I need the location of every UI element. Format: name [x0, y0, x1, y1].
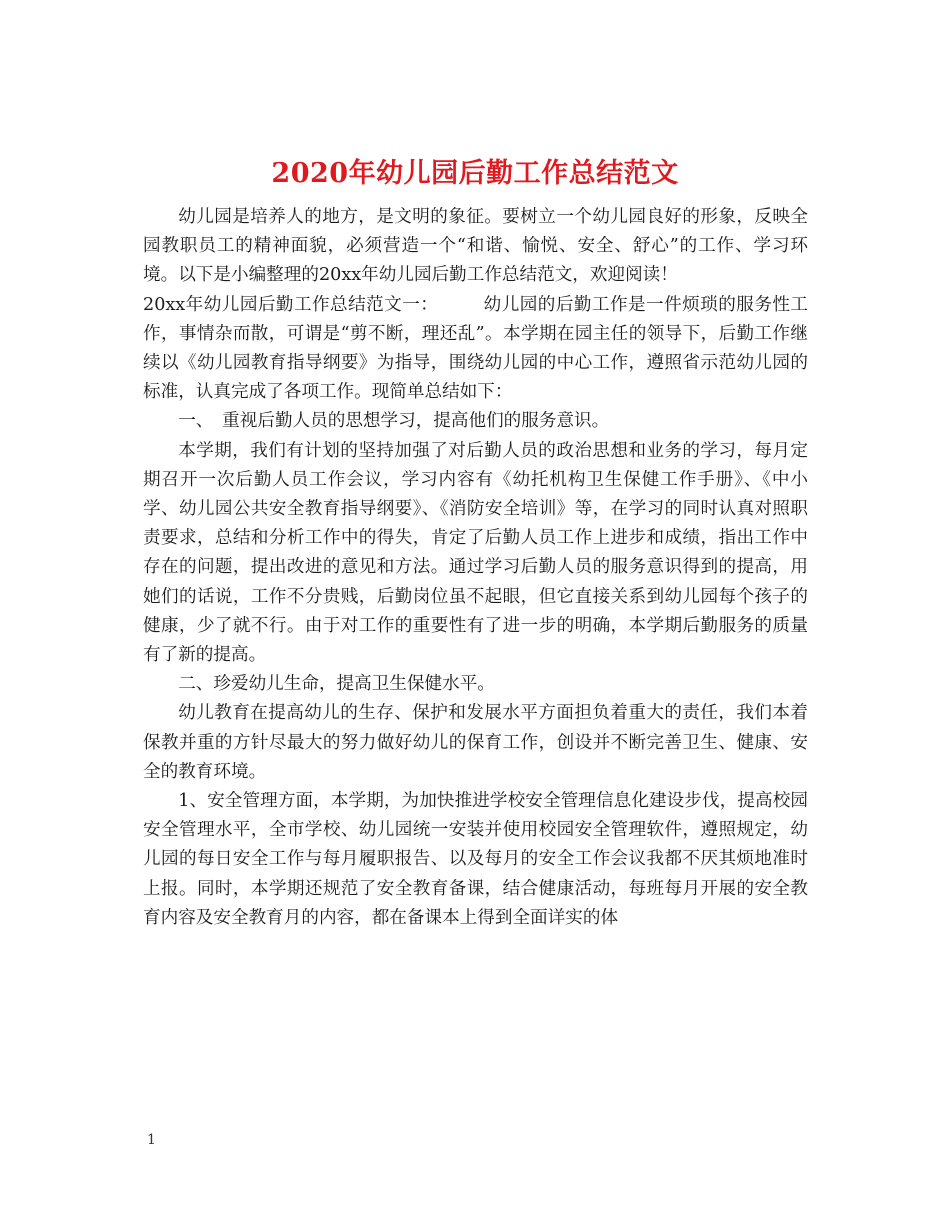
- intro-paragraph: 幼儿园是培养人的地方，是文明的象征。要树立一个幼儿园良好的形象，反映全园教职员工的精神面貌，必须营造一个“和谐、愉悦、安全、舒心”的工作、学习环境。以下是小编整理的20xx年幼儿园后勤工作总结范文，欢迎阅读！: [143, 207, 808, 286]
- summary-paragraph: 20xx年幼儿园后勤工作总结范文一： 幼儿园的后勤工作是一件烦琐的服务性工作，事情杂而散，可谓是“剪不断，理还乱”。本学期在园主任的领导下，后勤工作继续以《幼儿园教育指导纲要》为指导，围绕幼儿园的中心工作，遵照省示范幼儿园的标准，认真完成了各项工作。现简单总结如下：: [143, 294, 808, 403]
- section-heading-2: 二、珍爱幼儿生命，提高卫生保健水平。: [178, 674, 495, 695]
- body-paragraph: 幼儿教育在提高幼儿的生存、保护和发展水平方面担负着重大的责任，我们本着保教并重的方针尽最大的努力做好幼儿的保育工作，创设并不断完善卫生、健康、安全的教育环境。: [143, 703, 808, 782]
- document-body: [143, 203, 808, 933]
- body-paragraph: 本学期，我们有计划的坚持加强了对后勤人员的政治思想和业务的学习，每月定期召开一次后勤人员工作会议，学习内容有《幼托机构卫生保健工作手册》、《中小学、幼儿园公共安全教育指导纲要》、《消防安全培训》等，在学习的同时认真对照职责要求，总结和分析工作中的得失，肯定了后勤人员工作上进步和成绩，指出工作中存在的问题，提出改进的意见和方法。通过学习后勤人员的服务意识得到的提高，用她们的话说，工作不分贵贱，后勤岗位虽不起眼，但它直接关系到幼儿园每个孩子的健康，少了就不行。由于对工作的重要性有了进一步的明确，本学期后勤服务的质量有了新的提高。: [143, 440, 808, 666]
- section-heading-1: 一、 重视后勤人员的思想学习，提高他们的服务意识。: [178, 411, 610, 432]
- document-title: 2020年幼儿园后勤工作总结范文: [271, 158, 679, 190]
- body-paragraph: 1、安全管理方面，本学期，为加快推进学校安全管理信息化建设步伐，提高校园安全管理水平，全市学校、幼儿园统一安装并使用校园安全管理软件，遵照规定，幼儿园的每日安全工作与每月履职报告、以及每月的安全工作会议我都不厌其烦地准时上报。同时，本学期还规范了安全教育备课，结合健康活动，每班每月开展的安全教育内容及安全教育月的内容，都在备课本上得到全面详实的体: [143, 791, 808, 928]
- page-number: 1: [147, 1132, 156, 1148]
